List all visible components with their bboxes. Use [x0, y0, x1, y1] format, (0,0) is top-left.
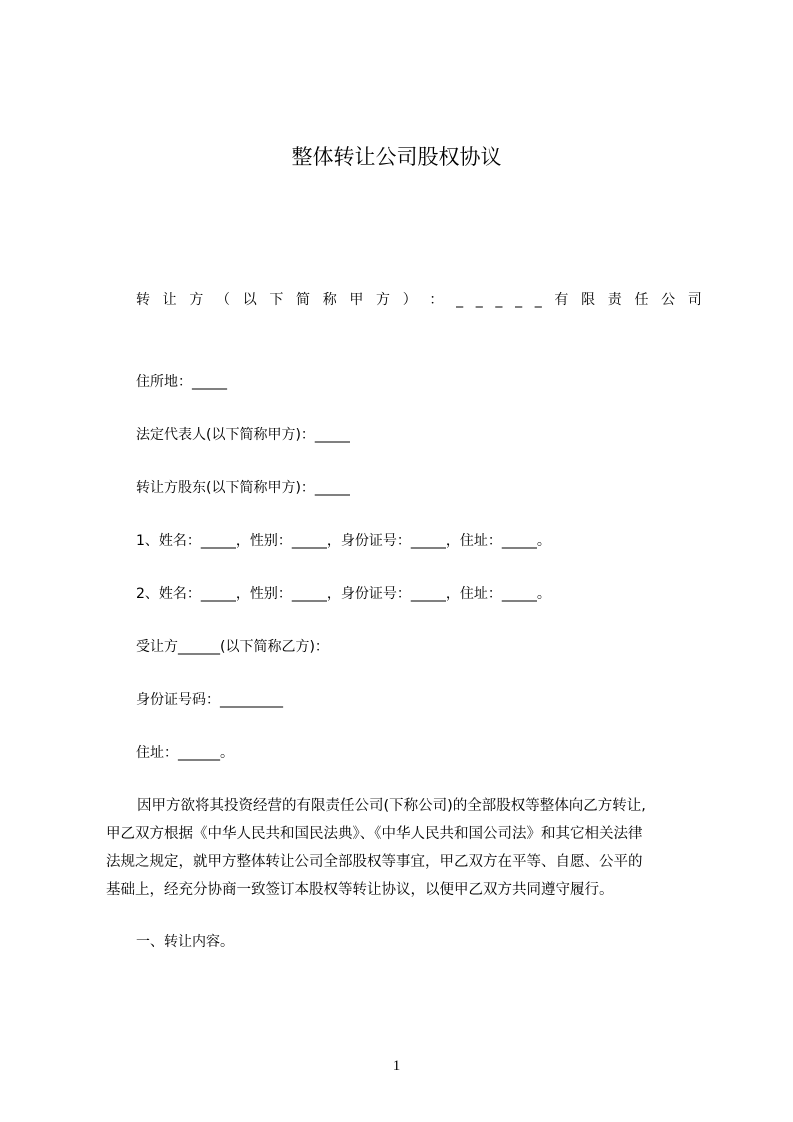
transferor-char: 称 — [322, 292, 337, 308]
transferor-char: 以 — [242, 292, 257, 308]
transferor-char: 公 — [661, 292, 676, 308]
transferor-char: 让 — [162, 292, 177, 308]
transferor-line — [136, 286, 702, 314]
legal-representative-line: 法定代表人(以下简称甲方)：_____ — [136, 427, 350, 443]
id-number-line: 身份证号码：_________ — [136, 692, 283, 708]
transferor-char: 方 — [376, 292, 391, 308]
transferor-char: _ — [534, 292, 542, 308]
transferor-char: _ — [495, 292, 503, 308]
transferor-char: 责 — [607, 292, 622, 308]
transferor-char: ： — [429, 292, 444, 308]
transferor-char: 简 — [296, 292, 311, 308]
intro-paragraph-line-2: 甲乙双方根据《中华人民共和国民法典》、《中华人民共和国公司法》和其它相关法律 — [106, 826, 643, 842]
transferor-char: ） — [402, 292, 417, 308]
transferor-char: 任 — [634, 292, 649, 308]
transferor-shareholders-line: 转让方股东(以下简称甲方)：_____ — [136, 480, 350, 496]
intro-paragraph-line-1: 因甲方欲将其投资经营的有限责任公司(下称公司)的全部股权等整体向乙方转让, — [137, 798, 646, 814]
section-1-heading: 一、转让内容。 — [136, 934, 234, 950]
transferor-char: 下 — [269, 292, 284, 308]
transferee-line: 受让方______(以下简称乙方)： — [136, 639, 329, 655]
shareholder-1-line: 1、姓名：_____，性别：_____，身份证号：_____，住址：_____。 — [136, 533, 551, 549]
address-line: 住所地：_____ — [136, 374, 227, 390]
page-number: 1 — [392, 1058, 401, 1074]
transferor-char: _ — [456, 292, 464, 308]
intro-paragraph-line-3: 法规之规定，就甲方整体转让公司全部股权等事宜，甲乙双方在平等、自愿、公平的 — [106, 854, 643, 870]
transferee-address-line: 住址：______。 — [136, 745, 234, 761]
transferor-char: 限 — [581, 292, 596, 308]
transferor-char: （ — [216, 292, 231, 308]
transferor-char: _ — [475, 292, 483, 308]
transferor-char: 转 — [136, 292, 150, 308]
transferor-char: _ — [515, 292, 523, 308]
transferor-char: 有 — [554, 292, 569, 308]
shareholder-2-line: 2、姓名：_____，性别：_____，身份证号：_____，住址：_____。 — [136, 586, 551, 602]
transferor-char: 甲 — [349, 292, 364, 308]
document-title: 整体转让公司股权协议 — [291, 145, 502, 169]
transferor-char: 司 — [687, 292, 702, 308]
transferor-char: 方 — [189, 292, 204, 308]
intro-paragraph-line-4: 基础上，经充分协商一致签订本股权等转让协议，以便甲乙双方共同遵守履行。 — [106, 882, 614, 898]
